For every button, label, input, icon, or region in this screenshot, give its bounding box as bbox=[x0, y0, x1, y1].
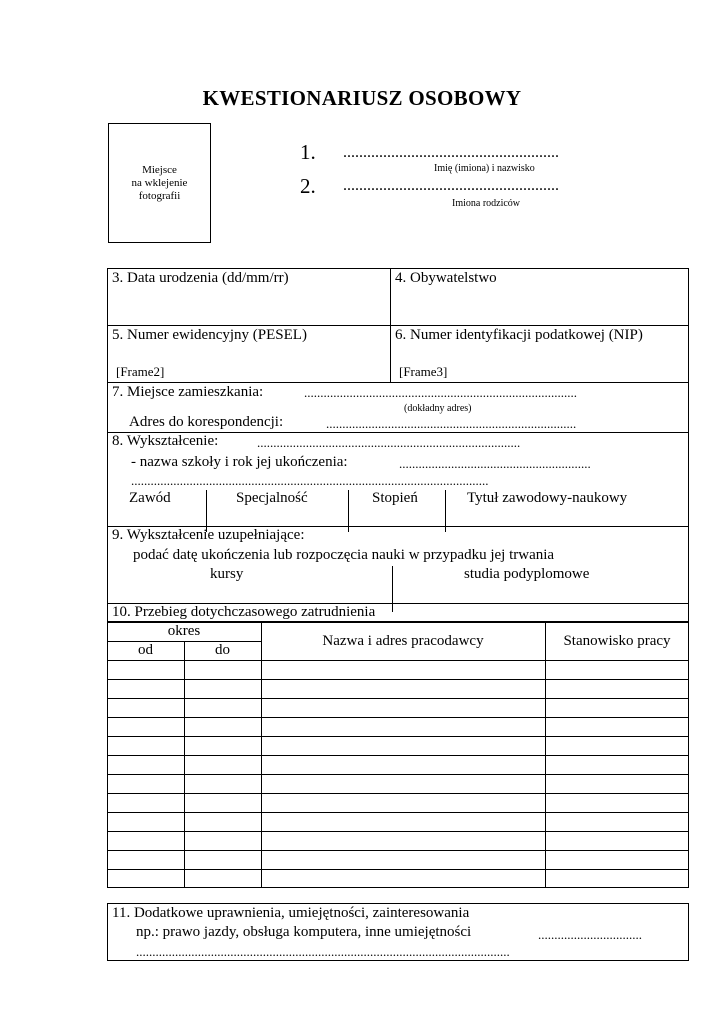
address-label: 7. Miejsce zamieszkania: bbox=[112, 384, 264, 400]
column-divider bbox=[445, 490, 446, 532]
correspondence-label: Adres do korespondencji: bbox=[129, 414, 284, 430]
courses-column: kursy bbox=[210, 566, 244, 582]
column-divider bbox=[392, 566, 393, 612]
profession-column: Zawód bbox=[129, 490, 171, 506]
field1-name-input[interactable]: ...................................................... bbox=[343, 144, 559, 161]
page-title: KWESTIONARIUSZ OSOBOWY bbox=[202, 86, 522, 110]
supplementary-education-label: 9. Wykształcenie uzupełniające: bbox=[112, 527, 305, 543]
table-row[interactable] bbox=[107, 736, 689, 737]
skills-extra-input[interactable]: ................................................................................................................... bbox=[136, 944, 510, 959]
divider bbox=[107, 325, 689, 326]
column-divider bbox=[348, 490, 349, 532]
column-divider bbox=[206, 490, 207, 532]
skills-label: 11. Dodatkowe uprawnienia, umiejętności, zainteresowania bbox=[112, 905, 470, 921]
table-row[interactable] bbox=[107, 755, 689, 756]
table-row[interactable] bbox=[107, 812, 689, 813]
to-header: do bbox=[215, 642, 230, 658]
photo-label-line: Miejsce bbox=[142, 163, 177, 176]
degree-column: Stopień bbox=[372, 490, 418, 506]
specialty-column: Specjalność bbox=[236, 490, 308, 506]
nip-field[interactable]: 6. Numer identyfikacji podatkowej (NIP) bbox=[395, 327, 643, 343]
skills-input[interactable]: ................................ bbox=[538, 927, 642, 942]
title-column: Tytuł zawodowy-naukowy bbox=[467, 490, 628, 506]
field2-number: 2. bbox=[300, 174, 316, 198]
employer-header: Nazwa i adres pracodawcy bbox=[322, 633, 484, 649]
table-row[interactable] bbox=[107, 869, 689, 870]
postgraduate-column: studia podyplomowe bbox=[464, 566, 590, 582]
photo-label-line: na wklejenie bbox=[131, 176, 188, 189]
photo-placeholder bbox=[108, 123, 211, 243]
table-row[interactable] bbox=[107, 793, 689, 794]
address-input[interactable]: .................................................................................... bbox=[304, 385, 577, 400]
field1-caption: Imię (imiona) i nazwisko bbox=[434, 163, 535, 174]
pesel-frame: [Frame2] bbox=[116, 364, 165, 379]
address-caption: (dokładny adres) bbox=[404, 403, 472, 414]
table-row[interactable] bbox=[107, 679, 689, 680]
table-row[interactable] bbox=[107, 831, 689, 832]
table-row[interactable] bbox=[107, 717, 689, 718]
position-header: Stanowisko pracy bbox=[563, 633, 671, 649]
school-input[interactable]: ........................................................... bbox=[399, 456, 591, 471]
table-row[interactable] bbox=[107, 660, 689, 661]
education-label: 8. Wykształcenie: bbox=[112, 433, 219, 449]
field2-caption: Imiona rodziców bbox=[452, 198, 521, 209]
field1-number: 1. bbox=[300, 140, 316, 164]
employment-label: 10. Przebieg dotychczasowego zatrudnienia bbox=[112, 604, 376, 620]
birthdate-field[interactable]: 3. Data urodzenia (dd/mm/rr) bbox=[112, 270, 289, 286]
table-row[interactable] bbox=[107, 774, 689, 775]
citizenship-field[interactable]: 4. Obywatelstwo bbox=[395, 270, 497, 286]
correspondence-input[interactable]: ............................................................................. bbox=[326, 416, 577, 431]
nip-frame: [Frame3] bbox=[399, 364, 448, 379]
table-row[interactable] bbox=[107, 698, 689, 699]
skills-hint: np.: prawo jazdy, obsługa komputera, inne umiejętności bbox=[136, 924, 472, 940]
photo-label-line: fotografii bbox=[138, 189, 181, 202]
education-extra-input[interactable]: .............................................................................................................. bbox=[131, 473, 489, 488]
school-label: - nazwa szkoły i rok jej ukończenia: bbox=[131, 454, 348, 470]
field2-parents-input[interactable]: ...................................................... bbox=[343, 177, 559, 194]
supplementary-education-hint: podać datę ukończenia lub rozpoczęcia nauki w przypadku jej trwania bbox=[133, 547, 555, 563]
period-header: okres bbox=[167, 623, 201, 639]
table-row[interactable] bbox=[107, 850, 689, 851]
from-header: od bbox=[138, 642, 153, 658]
education-input[interactable]: ................................................................................. bbox=[257, 435, 521, 450]
pesel-field[interactable]: 5. Numer ewidencyjny (PESEL) bbox=[112, 327, 307, 343]
divider bbox=[107, 382, 689, 383]
